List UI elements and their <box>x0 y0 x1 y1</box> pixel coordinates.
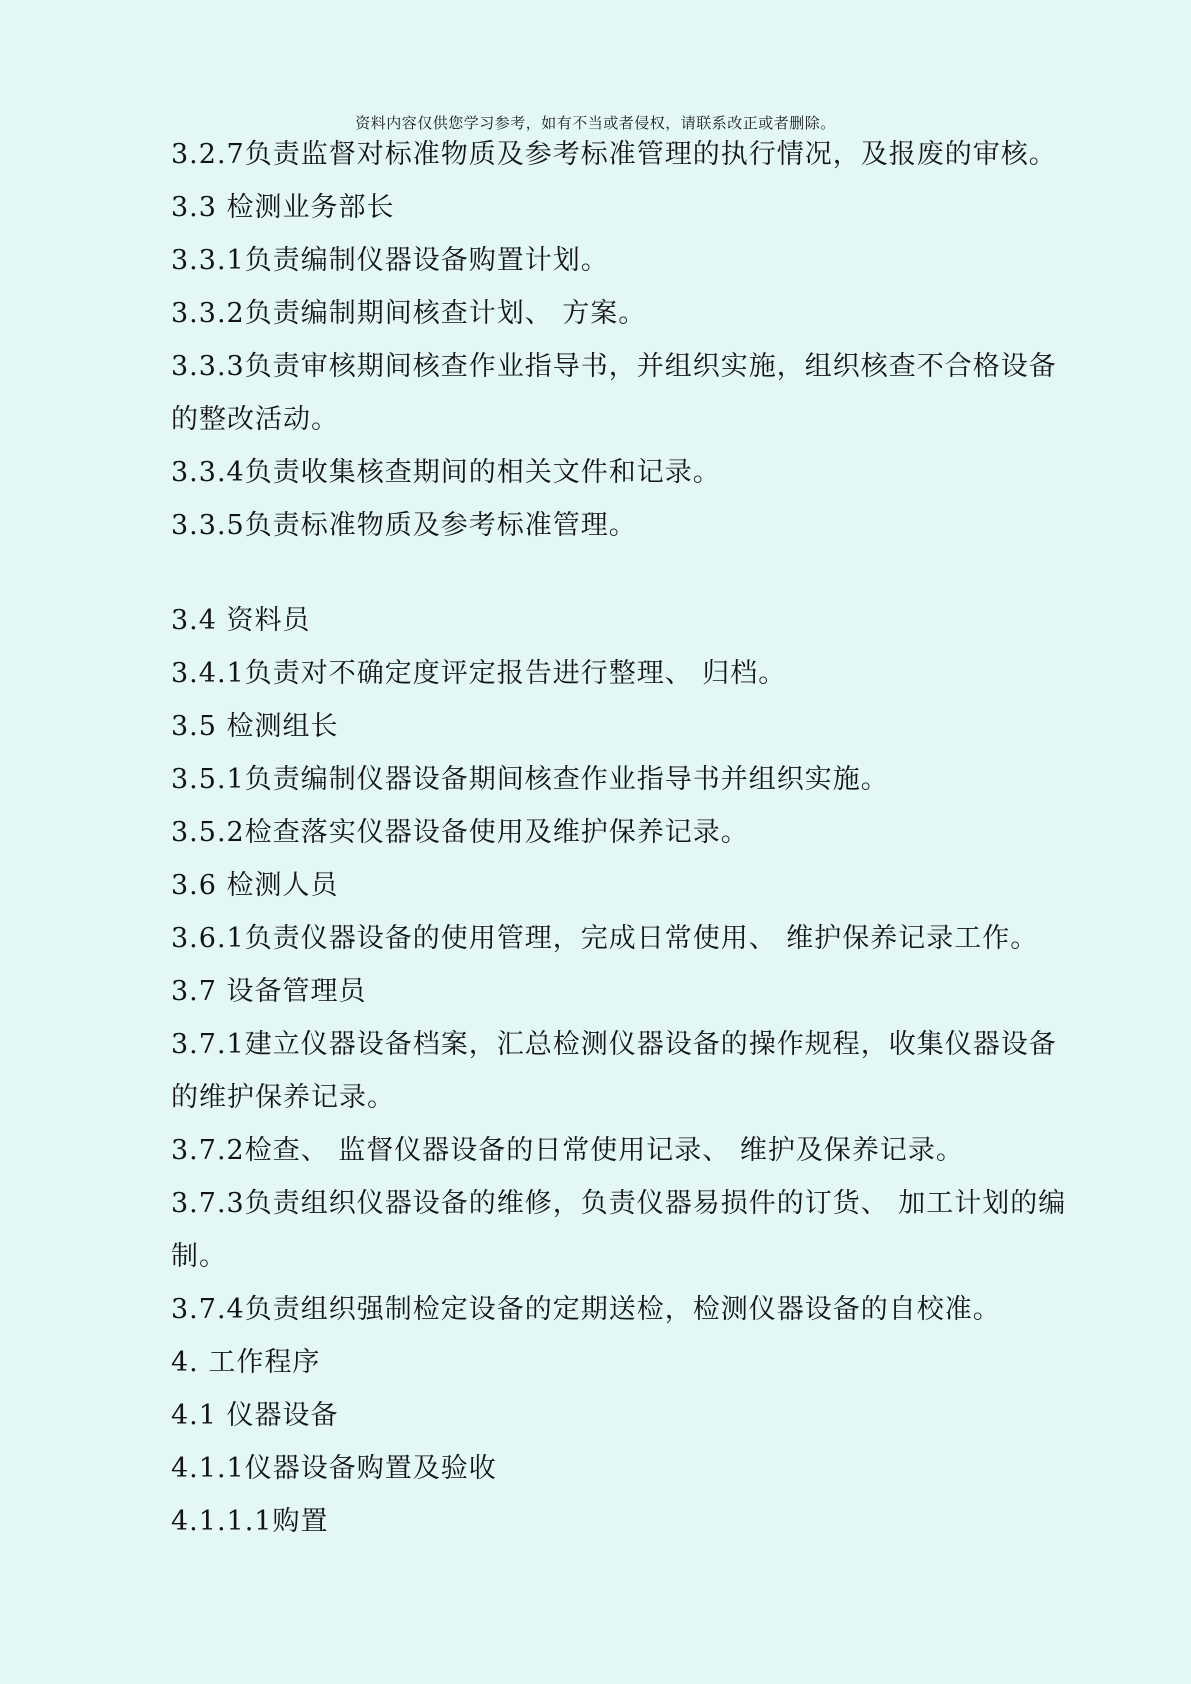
text-line: 3.2.7负责监督对标准物质及参考标准管理的执行情况，及报废的审核。 <box>171 139 1057 170</box>
text-line: 3.5.2检查落实仪器设备使用及维护保养记录。 <box>171 817 749 848</box>
text-line: 3.3.3负责审核期间核查作业指导书，并组织实施，组织核查不合格设备 <box>171 351 1057 382</box>
text-line: 制。 <box>171 1241 227 1272</box>
text-line: 3.7.1建立仪器设备档案，汇总检测仪器设备的操作规程，收集仪器设备 <box>171 1029 1057 1060</box>
text-line: 3.3.1负责编制仪器设备购置计划。 <box>171 245 609 276</box>
section-heading: 3.7 设备管理员 <box>171 976 367 1007</box>
text-line: 3.4.1负责对不确定度评定报告进行整理、 归档。 <box>171 658 787 689</box>
section-heading: 4.1.1仪器设备购置及验收 <box>171 1453 497 1484</box>
section-heading: 3.4 资料员 <box>171 605 311 636</box>
text-line: 的维护保养记录。 <box>171 1082 395 1113</box>
header-note: 资料内容仅供您学习参考，如有不当或者侵权，请联系改正或者删除。 <box>355 114 836 132</box>
section-heading: 4.1.1.1购置 <box>171 1506 329 1537</box>
section-heading: 3.6 检测人员 <box>171 870 339 901</box>
text-line: 3.7.2检查、 监督仪器设备的日常使用记录、 维护及保养记录。 <box>171 1135 964 1166</box>
text-line: 3.7.4负责组织强制检定设备的定期送检，检测仪器设备的自校准。 <box>171 1294 1001 1325</box>
text-line: 3.7.3负责组织仪器设备的维修，负责仪器易损件的订货、 加工计划的编 <box>171 1188 1067 1219</box>
text-line: 3.3.4负责收集核查期间的相关文件和记录。 <box>171 457 721 488</box>
section-heading: 3.3 检测业务部长 <box>171 192 395 223</box>
section-heading: 3.5 检测组长 <box>171 711 339 742</box>
text-line: 的整改活动。 <box>171 404 339 435</box>
text-line: 3.6.1负责仪器设备的使用管理，完成日常使用、 维护保养记录工作。 <box>171 923 1039 954</box>
section-heading: 4.1 仪器设备 <box>171 1400 339 1431</box>
text-line: 3.5.1负责编制仪器设备期间核查作业指导书并组织实施。 <box>171 764 889 795</box>
text-line: 3.3.2负责编制期间核查计划、 方案。 <box>171 298 647 329</box>
section-heading: 4. 工作程序 <box>171 1347 321 1378</box>
text-line: 3.3.5负责标准物质及参考标准管理。 <box>171 510 637 541</box>
